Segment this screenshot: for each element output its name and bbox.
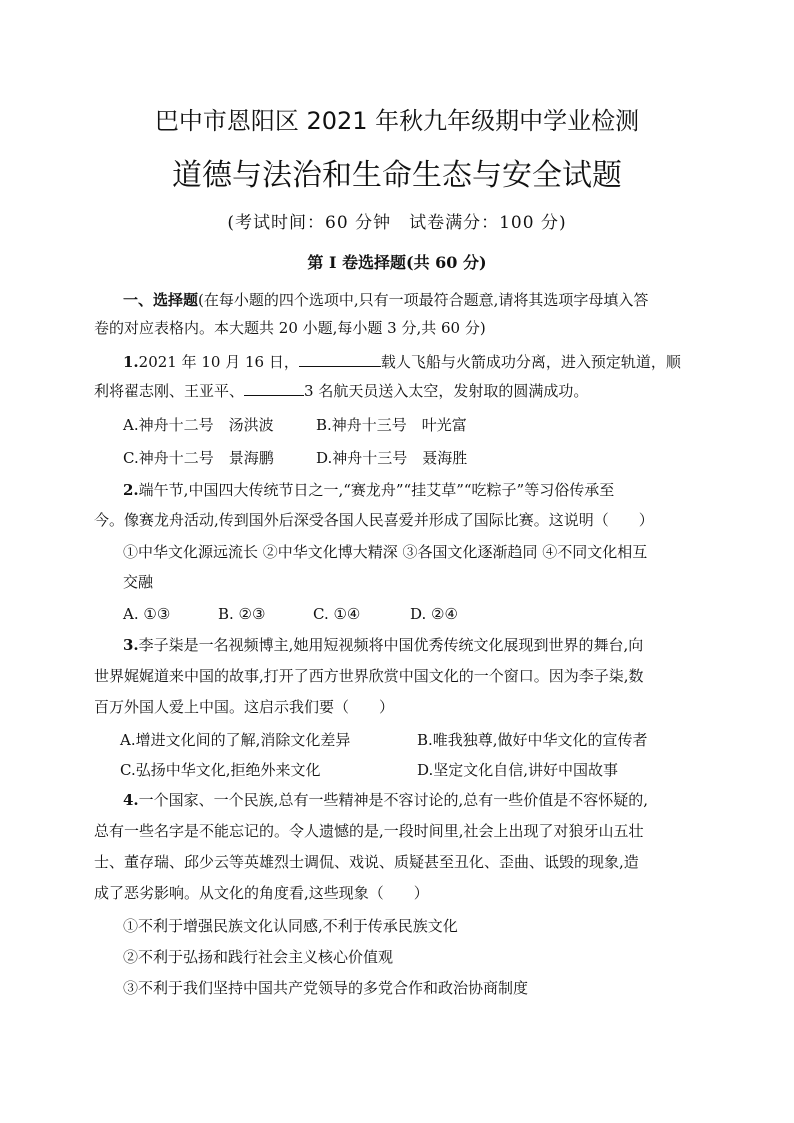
exam-info: (考试时间：60 分钟 试卷满分：100 分) <box>227 213 567 233</box>
q3-line2: 世界娓娓道来中国的故事,打开了西方世界欣赏中国文化的一个窗口。因为李子柒,数 <box>94 667 644 685</box>
q3-line3: 百万外国人爱上中国。这启示我们要（ ） <box>94 698 395 716</box>
q2-statements-line1: ①中华文化源远流长 ②中华文化博大精深 ③各国文化逐渐趋同 ④不同文化相互 <box>123 543 648 561</box>
q4-number: 4. <box>123 791 139 809</box>
q3-option-a: A.增进文化间的了解,消除文化差异 <box>120 731 351 749</box>
q1-option-d: D.神舟十三号 聂海胜 <box>316 449 468 467</box>
q1-option-b: B.神舟十三号 叶光富 <box>316 416 467 434</box>
exam-title-line1: 巴中市恩阳区 2021 年秋九年级期中学业检测 <box>154 107 640 135</box>
q3-line1 <box>123 635 643 655</box>
q2-statements-line2: 交融 <box>123 573 154 591</box>
section-instructions-line1 <box>123 290 648 310</box>
q4-statement-1: ①不利于增强民族文化认同感,不利于传承民族文化 <box>123 917 458 935</box>
q3-option-b: B.唯我独尊,做好中华文化的宣传者 <box>417 731 648 749</box>
part-label: 一、选择题 <box>123 291 199 309</box>
q1-number: 1. <box>123 353 139 371</box>
q1-text-2a: 利将翟志刚、王亚平、 <box>94 382 245 400</box>
q4-line3: 士、董存瑞、邱少云等英雄烈士调侃、戏说、质疑甚至丑化、歪曲、诋毁的现象,造 <box>94 853 639 871</box>
q1-text-1b: 载人飞船与火箭成功分离，进入预定轨道，顺 <box>380 353 681 371</box>
q3-option-d: D.坚定文化自信,讲好中国故事 <box>417 761 619 779</box>
q1-text-2b: 3 名航天员送入太空，发射取的圆满成功。 <box>304 382 589 400</box>
section-title: 第 I 卷选择题(共 60 分) <box>307 253 487 272</box>
q2-line1 <box>123 480 614 500</box>
q4-line4: 成了恶劣影响。从文化的角度看,这些现象（ ） <box>94 884 429 902</box>
q1-line2 <box>94 381 588 401</box>
exam-title-line2: 道德与法治和生命生态与安全试题 <box>172 158 622 193</box>
q1-line1 <box>123 352 681 372</box>
q3-text-1: 李子柒是一名视频博主,她用短视频将中国优秀传统文化展现到世界的舞台,向 <box>138 636 644 654</box>
q2-number: 2. <box>123 481 139 499</box>
instructions-text-1: (在每小题的四个选项中,只有一项最符合题意,请将其选项字母填入答 <box>198 291 649 309</box>
q3-option-c: C.弘扬中华文化,拒绝外来文化 <box>120 761 321 779</box>
q1-text-1a: 2021 年 10 月 16 日， <box>138 353 299 371</box>
q2-line2: 今。像赛龙舟活动,传到国外后深受各国人民喜爱并形成了国际比赛。这说明（ ） <box>94 511 654 529</box>
q3-number: 3. <box>123 636 139 654</box>
q2-option-b: B. ②③ <box>218 605 266 623</box>
q2-option-a: A. ①③ <box>123 605 171 623</box>
q4-statement-3: ③不利于我们坚持中国共产党领导的多党合作和政治协商制度 <box>123 979 529 997</box>
section-instructions-line2: 卷的对应表格内。本大题共 20 小题,每小题 3 分,共 60 分) <box>94 319 486 337</box>
q1-blank-2 <box>244 381 304 396</box>
q1-blank-1 <box>299 352 381 367</box>
q4-line1 <box>123 790 648 810</box>
q2-option-c: C. ①④ <box>313 605 361 623</box>
q4-line2: 总有一些名字是不能忘记的。令人遗憾的是,一段时间里,社会上出现了对狼牙山五壮 <box>94 822 644 840</box>
q4-statement-2: ②不利于弘扬和践行社会主义核心价值观 <box>123 948 394 966</box>
q1-option-c: C.神舟十二号 景海鹏 <box>123 449 274 467</box>
q2-text-1: 端午节,中国四大传统节日之一,“赛龙舟”“挂艾草”“吃粽子”等习俗传承至 <box>138 481 615 499</box>
q1-option-a: A.神舟十二号 汤洪波 <box>123 416 274 434</box>
q4-text-1: 一个国家、一个民族,总有一些精神是不容讨论的,总有一些价值是不容怀疑的, <box>138 791 648 809</box>
q2-option-d: D. ②④ <box>410 605 458 623</box>
